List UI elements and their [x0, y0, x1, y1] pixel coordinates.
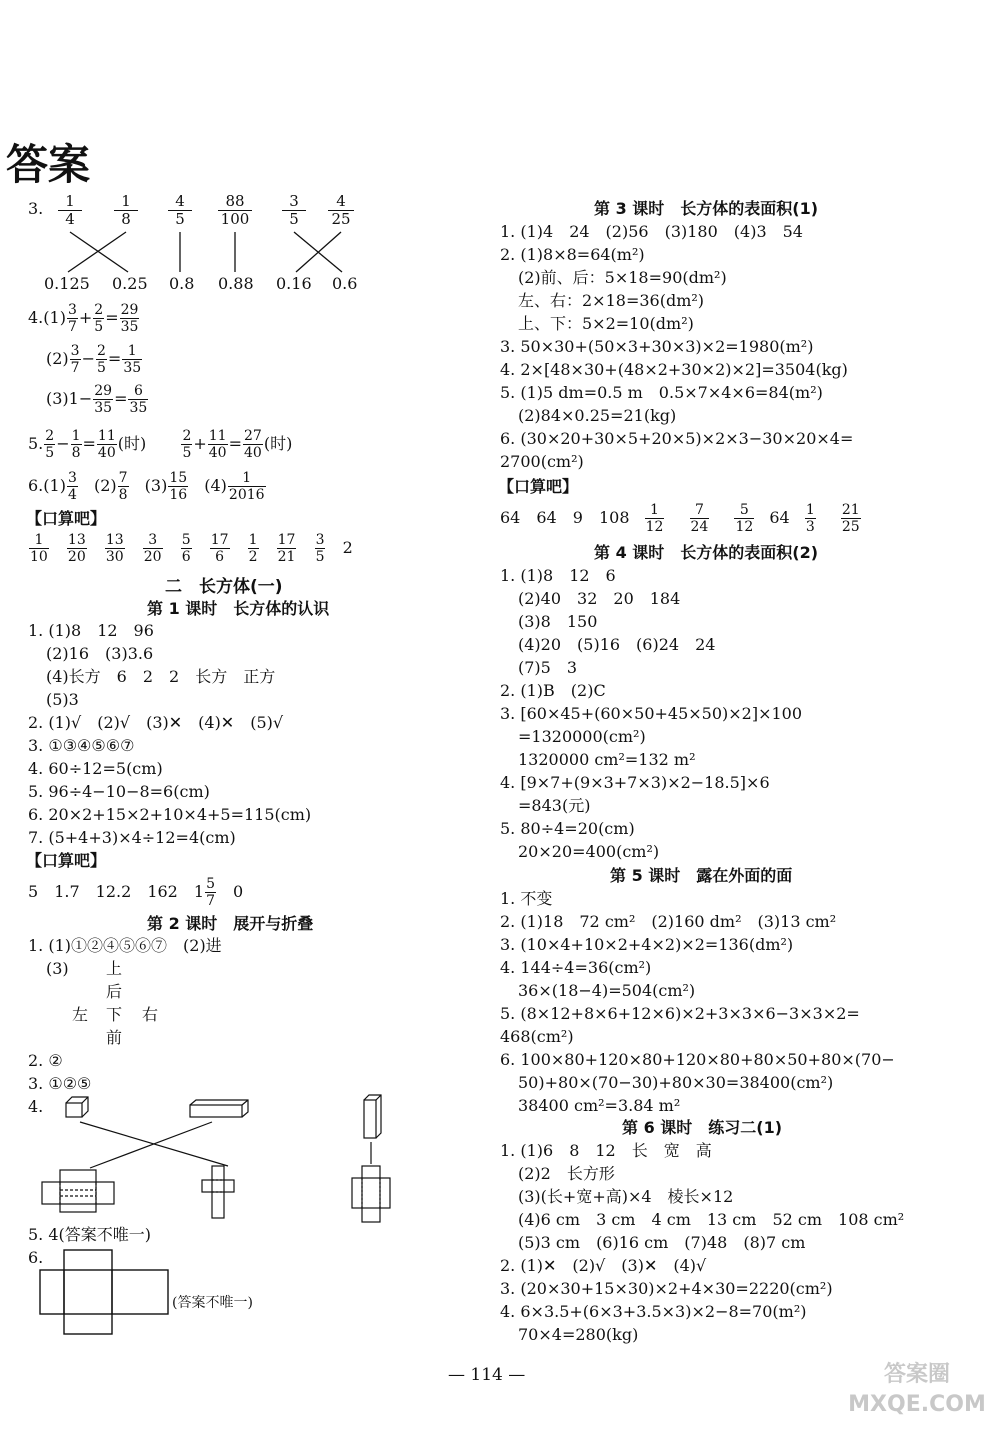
q3-decimal: 0.125 [44, 274, 90, 293]
net-label-right: 右 [142, 1005, 159, 1024]
answer-line: (2)84×0.25=21(kg) [518, 406, 677, 425]
q3-fraction: 3 5 [282, 193, 306, 228]
answer-line: 6. [28, 1248, 44, 1267]
answer-line: 20×20=400(cm²) [518, 842, 660, 861]
answer-line: 7. (5+4+3)×4÷12=4(cm) [28, 828, 236, 847]
q4-line-2: (2) $\frac{3}{7}$ − $\frac{2}{5}$ = $\frac{1}{35}$ [46, 343, 142, 376]
answer-line: (5)3 cm (6)16 cm (7)48 (8)7 cm [518, 1233, 806, 1252]
answer-line: 50)+80×(70−30)+80×30=38400(cm²) [518, 1073, 834, 1092]
net-label-front: 前 [106, 1028, 123, 1047]
q3-fraction: 4 5 [168, 193, 192, 228]
answer-line: 1. (1)6 8 12 长 宽 高 [500, 1141, 712, 1160]
unit-heading: 二 长方体(一) [165, 577, 283, 597]
answer-line: 2. (1)B (2)C [500, 681, 606, 700]
q3-fraction: 1 8 [114, 193, 138, 228]
kousuan-heading: 【口算吧】 [26, 851, 107, 870]
q3-decimal: 0.8 [169, 274, 195, 293]
q4-line-1: 4.(1) $\frac{3}{7}$ + $\frac{2}{5}$ = $\frac{29}{35}$ [28, 302, 139, 335]
answer-line: (3)(长+宽+高)×4 棱长×12 [518, 1187, 734, 1206]
kousuan-heading: 【口算吧】 [498, 477, 579, 496]
answer-line: (2)前、后：5×18=90(dm²) [518, 268, 727, 287]
page-number: — 114 — [448, 1365, 526, 1385]
q3-number: 3. [28, 199, 44, 218]
answer-line: 38400 cm²=3.84 m² [518, 1096, 681, 1115]
q3-decimal: 0.25 [112, 274, 148, 293]
answer-line: 6. 100×80+120×80+120×80+80×50+80×(70− [500, 1050, 895, 1069]
answer-line: 2. ② [28, 1051, 63, 1070]
answer-line: 2. (1)√ (2)√ (3)✕ (4)✕ (5)√ [28, 713, 284, 732]
kousuan-fractions: $\frac{1}{10}$ $\frac{13}{20}$ $\frac{13}{30}$ $\frac{3}{20}$ $\frac{5}{6}$ $\frac{17}{6}$ $\frac{1}{2}$ $\frac{17}{21}$ $\frac{3}{5}$ 2 [30, 532, 353, 565]
answer-line: 5. 80÷4=20(cm) [500, 819, 635, 838]
answer-line: 5. 4(答案不唯一) [28, 1225, 152, 1244]
answer-line: 6. 20×2+15×2+10×4+5=115(cm) [28, 805, 312, 824]
answer-line: (5)3 [46, 690, 79, 709]
answer-line: 5. (8×12+8×6+12×6)×2+3×3×6−3×3×2= [500, 1004, 860, 1023]
q3-decimal: 0.16 [276, 274, 312, 293]
answer-line: 2. (1)8×8=64(m²) [500, 245, 645, 264]
net-label-back: 后 [106, 982, 123, 1001]
q6-net-drawing [0, 0, 200, 1340]
answer-line: 468(cm²) [500, 1027, 574, 1046]
q3-fraction: 1 4 [58, 193, 82, 228]
answer-line: 6. (30×20+30×5+20×5)×2×3−30×20×4= [500, 429, 854, 448]
q3-decimal: 0.6 [332, 274, 358, 293]
answer-line: 3. ①②⑤ [28, 1074, 92, 1093]
answer-line: (4)6 cm 3 cm 4 cm 13 cm 52 cm 108 cm² [518, 1210, 905, 1229]
q6-line: 6.(1) $\frac{3}{4}$ (2) $\frac{7}{8}$ (3) $\frac{15}{16}$ (4) $\frac{1}{2016}$ [28, 470, 265, 503]
answer-line: 1. (1)4 24 (2)56 (3)180 (4)3 54 [500, 222, 803, 241]
watermark-logo: 答案圈 MXQE.COM [848, 1362, 986, 1417]
answer-line: (3) [46, 959, 69, 978]
answer-line: 2. (1)18 72 cm² (2)160 dm² (3)13 cm² [500, 912, 837, 931]
lesson-heading: 第 5 课时 露在外面的面 [610, 866, 793, 885]
net-label-bottom: 下 [106, 1005, 123, 1024]
answer-line: (2)40 32 20 184 [518, 589, 681, 608]
answer-line: 3. ①③④⑤⑥⑦ [28, 736, 135, 755]
q3-fraction: 88 100 [218, 193, 252, 228]
q3-fraction: 4 25 [328, 193, 354, 228]
lesson-heading: 第 3 课时 长方体的表面积(1) [594, 199, 819, 218]
answer-line: 上、下：5×2=10(dm²) [518, 314, 694, 333]
answer-line: (4)20 (5)16 (6)24 24 [518, 635, 716, 654]
page-title: 答案 [6, 140, 91, 189]
answer-line: =843(元) [518, 796, 591, 815]
answer-line: 5. 96÷4−10−8=6(cm) [28, 782, 210, 801]
answer-line: 3. 50×30+(50×3+30×3)×2=1980(m²) [500, 337, 814, 356]
answer-line: (2)16 (3)3.6 [46, 644, 154, 663]
answer-line: 4. [9×7+(9×3+7×3)×2−18.5]×6 [500, 773, 770, 792]
kousuan-heading: 【口算吧】 [26, 509, 107, 528]
answer-line: 1. (1)①②④⑤⑥⑦ (2)进 [28, 936, 222, 955]
answer-line: 4. 144÷4=36(cm²) [500, 958, 652, 977]
answer-line: 70×4=280(kg) [518, 1325, 639, 1344]
answer-line: 3. (10×4+10×2+4×2)×2=136(dm²) [500, 935, 794, 954]
lesson-heading: 第 1 课时 长方体的认识 [147, 599, 330, 618]
net-label-top: 上 [106, 959, 123, 978]
answer-line: 1. (1)8 12 6 [500, 566, 616, 585]
answer-line: 1320000 cm²=132 m² [518, 750, 696, 769]
answer-line: 5. (1)5 dm=0.5 m 0.5×7×4×6=84(m²) [500, 383, 823, 402]
answer-line: (3)8 150 [518, 612, 598, 631]
answer-line: 2700(cm²) [500, 452, 584, 471]
answer-line: 左、右：2×18=36(dm²) [518, 291, 705, 310]
lesson-heading: 第 4 课时 长方体的表面积(2) [594, 543, 819, 562]
answer-line: 3. [60×45+(60×50+45×50)×2]×100 [500, 704, 803, 723]
answer-line: 3. (20×30+15×30)×2+4×30=2220(cm²) [500, 1279, 833, 1298]
answer-line: 4. [28, 1097, 44, 1116]
answer-line: =1320000(cm²) [518, 727, 646, 746]
q4-line-3: (3)1− $\frac{29}{35}$ = $\frac{6}{35}$ [46, 383, 148, 416]
answer-line: 36×(18−4)=504(cm²) [518, 981, 696, 1000]
answer-note: (答案不唯一) [172, 1295, 253, 1311]
answer-line: 4. 60÷12=5(cm) [28, 759, 163, 778]
q5-line: 5. $\frac{2}{5}$ − $\frac{1}{8}$ = $\frac{11}{40}$ (时) $\frac{2}{5}$ + $\frac{11}{40}$ = $\frac{27}{40}$ (时) [28, 428, 293, 461]
answer-line: 4. 6×3.5+(6×3+3.5×3)×2−8=70(m²) [500, 1302, 807, 1321]
kousuan-items: 64 64 9 108 $\frac{1}{12}$ $\frac{7}{24}$ $\frac{5}{12}$ 64 $\frac{1}{3}$ $\frac{21}{25}$ [500, 502, 860, 535]
lesson-heading: 第 6 课时 练习二(1) [622, 1118, 783, 1137]
answer-line: 1. 不变 [500, 889, 553, 908]
answer-line: (7)5 3 [518, 658, 578, 677]
kousuan-items: 5 1.7 12.2 162 1 $\frac{5}{7}$ 0 [28, 876, 244, 909]
answer-line: (2)2 长方形 [518, 1164, 615, 1183]
answer-line: (4)长方 6 2 2 长方 正方 [46, 667, 276, 686]
answer-line: 2. (1)✕ (2)√ (3)✕ (4)√ [500, 1256, 707, 1275]
q3-decimal: 0.88 [218, 274, 254, 293]
answer-line: 4. 2×[48×30+(48×2+30×2)×2]=3504(kg) [500, 360, 848, 379]
net-label-left: 左 [72, 1005, 89, 1024]
lesson-heading: 第 2 课时 展开与折叠 [147, 914, 314, 933]
answer-line: 1. (1)8 12 96 [28, 621, 154, 640]
